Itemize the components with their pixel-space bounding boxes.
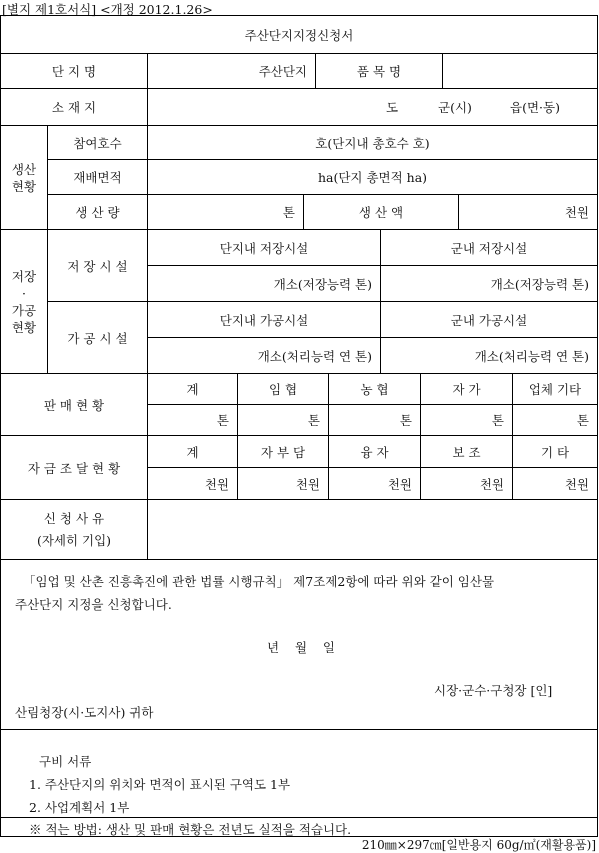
sales-header-company-other: 업체 기타: [513, 374, 597, 405]
item-name-field[interactable]: [443, 54, 597, 89]
application-form: [0, 15, 598, 837]
funding-value-self-burden[interactable]: 천원: [238, 468, 329, 500]
funding-label: 자 금 조 달 현 황: [1, 436, 148, 500]
funding-header-other: 기 타: [513, 436, 597, 468]
in-complex-storage-header: 단지내 저장시설: [148, 230, 381, 266]
form-number: [별지 제1호서식] <개정 2012.1.26>: [2, 2, 213, 17]
attachment-item: 2. 사업계획서 1부: [29, 800, 130, 815]
sales-value-agri-coop[interactable]: 톤: [329, 405, 421, 436]
location-do: 도: [386, 100, 399, 115]
location-gun: 군(시): [438, 100, 472, 115]
location-eup: 읍(면·동): [510, 100, 560, 115]
sales-value-self[interactable]: 톤: [421, 405, 513, 436]
paper-spec: 210㎜×297㎝[일반용지 60g/㎡(재활용품)]: [361, 838, 596, 852]
amount-value[interactable]: 천원: [459, 195, 597, 230]
sales-label: 판 매 현 황: [1, 374, 148, 436]
funding-header-total: 계: [148, 436, 238, 468]
funding-value-loan[interactable]: 천원: [329, 468, 421, 500]
funding-value-total[interactable]: 천원: [148, 468, 238, 500]
processing-facility-label: 가 공 시 설: [48, 302, 148, 374]
in-complex-processing-capacity[interactable]: 개소(처리능력 연 톤): [148, 338, 381, 374]
in-county-storage-capacity[interactable]: 개소(저장능력 톤): [381, 266, 597, 302]
in-complex-storage-capacity[interactable]: 개소(저장능력 톤): [148, 266, 381, 302]
amount-label: 생 산 액: [304, 195, 459, 230]
sales-header-forestry-coop: 임 협: [238, 374, 329, 405]
sales-header-agri-coop: 농 협: [329, 374, 421, 405]
households-value[interactable]: 호(단지내 총호수 호): [148, 126, 597, 160]
form-title: 주산단지지정신청서: [1, 16, 597, 54]
quantity-value[interactable]: 톤: [148, 195, 304, 230]
area-value[interactable]: ha(단지 총면적 ha): [148, 160, 597, 195]
attachments-divider: [1, 817, 597, 818]
location-field[interactable]: [148, 89, 597, 126]
sales-header-total: 계: [148, 374, 238, 405]
declaration-line-2: 주산단지 지정을 신청합니다.: [15, 597, 172, 612]
storage-facility-label: 저 장 시 설: [48, 230, 148, 302]
in-county-processing-capacity[interactable]: 개소(처리능력 연 톤): [381, 338, 597, 374]
funding-header-loan: 융 자: [329, 436, 421, 468]
reason-label: 신 청 사 유 (자세히 기입): [1, 500, 148, 560]
declaration-block: [1, 560, 597, 730]
location-label: 소 재 지: [1, 89, 148, 126]
complex-name-label: 단 지 명: [1, 54, 148, 89]
sales-value-company-other[interactable]: 톤: [513, 405, 597, 436]
quantity-label: 생 산 량: [48, 195, 148, 230]
application-date[interactable]: 년 월 일: [267, 640, 336, 655]
complex-name-value[interactable]: 주산단지: [148, 54, 316, 89]
funding-header-self-burden: 자 부 담: [238, 436, 329, 468]
funding-value-other[interactable]: 천원: [513, 468, 597, 500]
in-county-storage-header: 군내 저장시설: [381, 230, 597, 266]
item-name-label: 품 목 명: [316, 54, 443, 89]
households-label: 참여호수: [48, 126, 148, 160]
in-complex-processing-header: 단지내 가공시설: [148, 302, 381, 338]
writing-note: ※ 적는 방법: 생산 및 판매 현황은 전년도 실적을 적습니다.: [29, 822, 352, 837]
funding-header-subsidy: 보 조: [421, 436, 513, 468]
reason-field[interactable]: [148, 500, 597, 560]
attachment-item: 1. 주산단지의 위치와 면적이 표시된 구역도 1부: [29, 777, 291, 792]
recipient: 산림청장(시·도지사) 귀하: [15, 705, 154, 720]
attachments-block: [1, 730, 597, 836]
storage-section-label: 저장 · 가공 현황: [1, 230, 48, 374]
funding-value-subsidy[interactable]: 천원: [421, 468, 513, 500]
sales-value-forestry-coop[interactable]: 톤: [238, 405, 329, 436]
sales-value-total[interactable]: 톤: [148, 405, 238, 436]
area-label: 재배면적: [48, 160, 148, 195]
in-county-processing-header: 군내 가공시설: [381, 302, 597, 338]
applicant-signature[interactable]: 시장·군수·구청장 [인]: [434, 683, 553, 698]
sales-header-self: 자 가: [421, 374, 513, 405]
production-section-label: 생산 현황: [1, 126, 48, 230]
declaration-line-1: 「임업 및 산촌 진흥촉진에 관한 법률 시행규칙」 제7조제2항에 따라 위와 같이 임산물: [23, 574, 495, 589]
attachments-title: 구비 서류: [39, 754, 92, 769]
